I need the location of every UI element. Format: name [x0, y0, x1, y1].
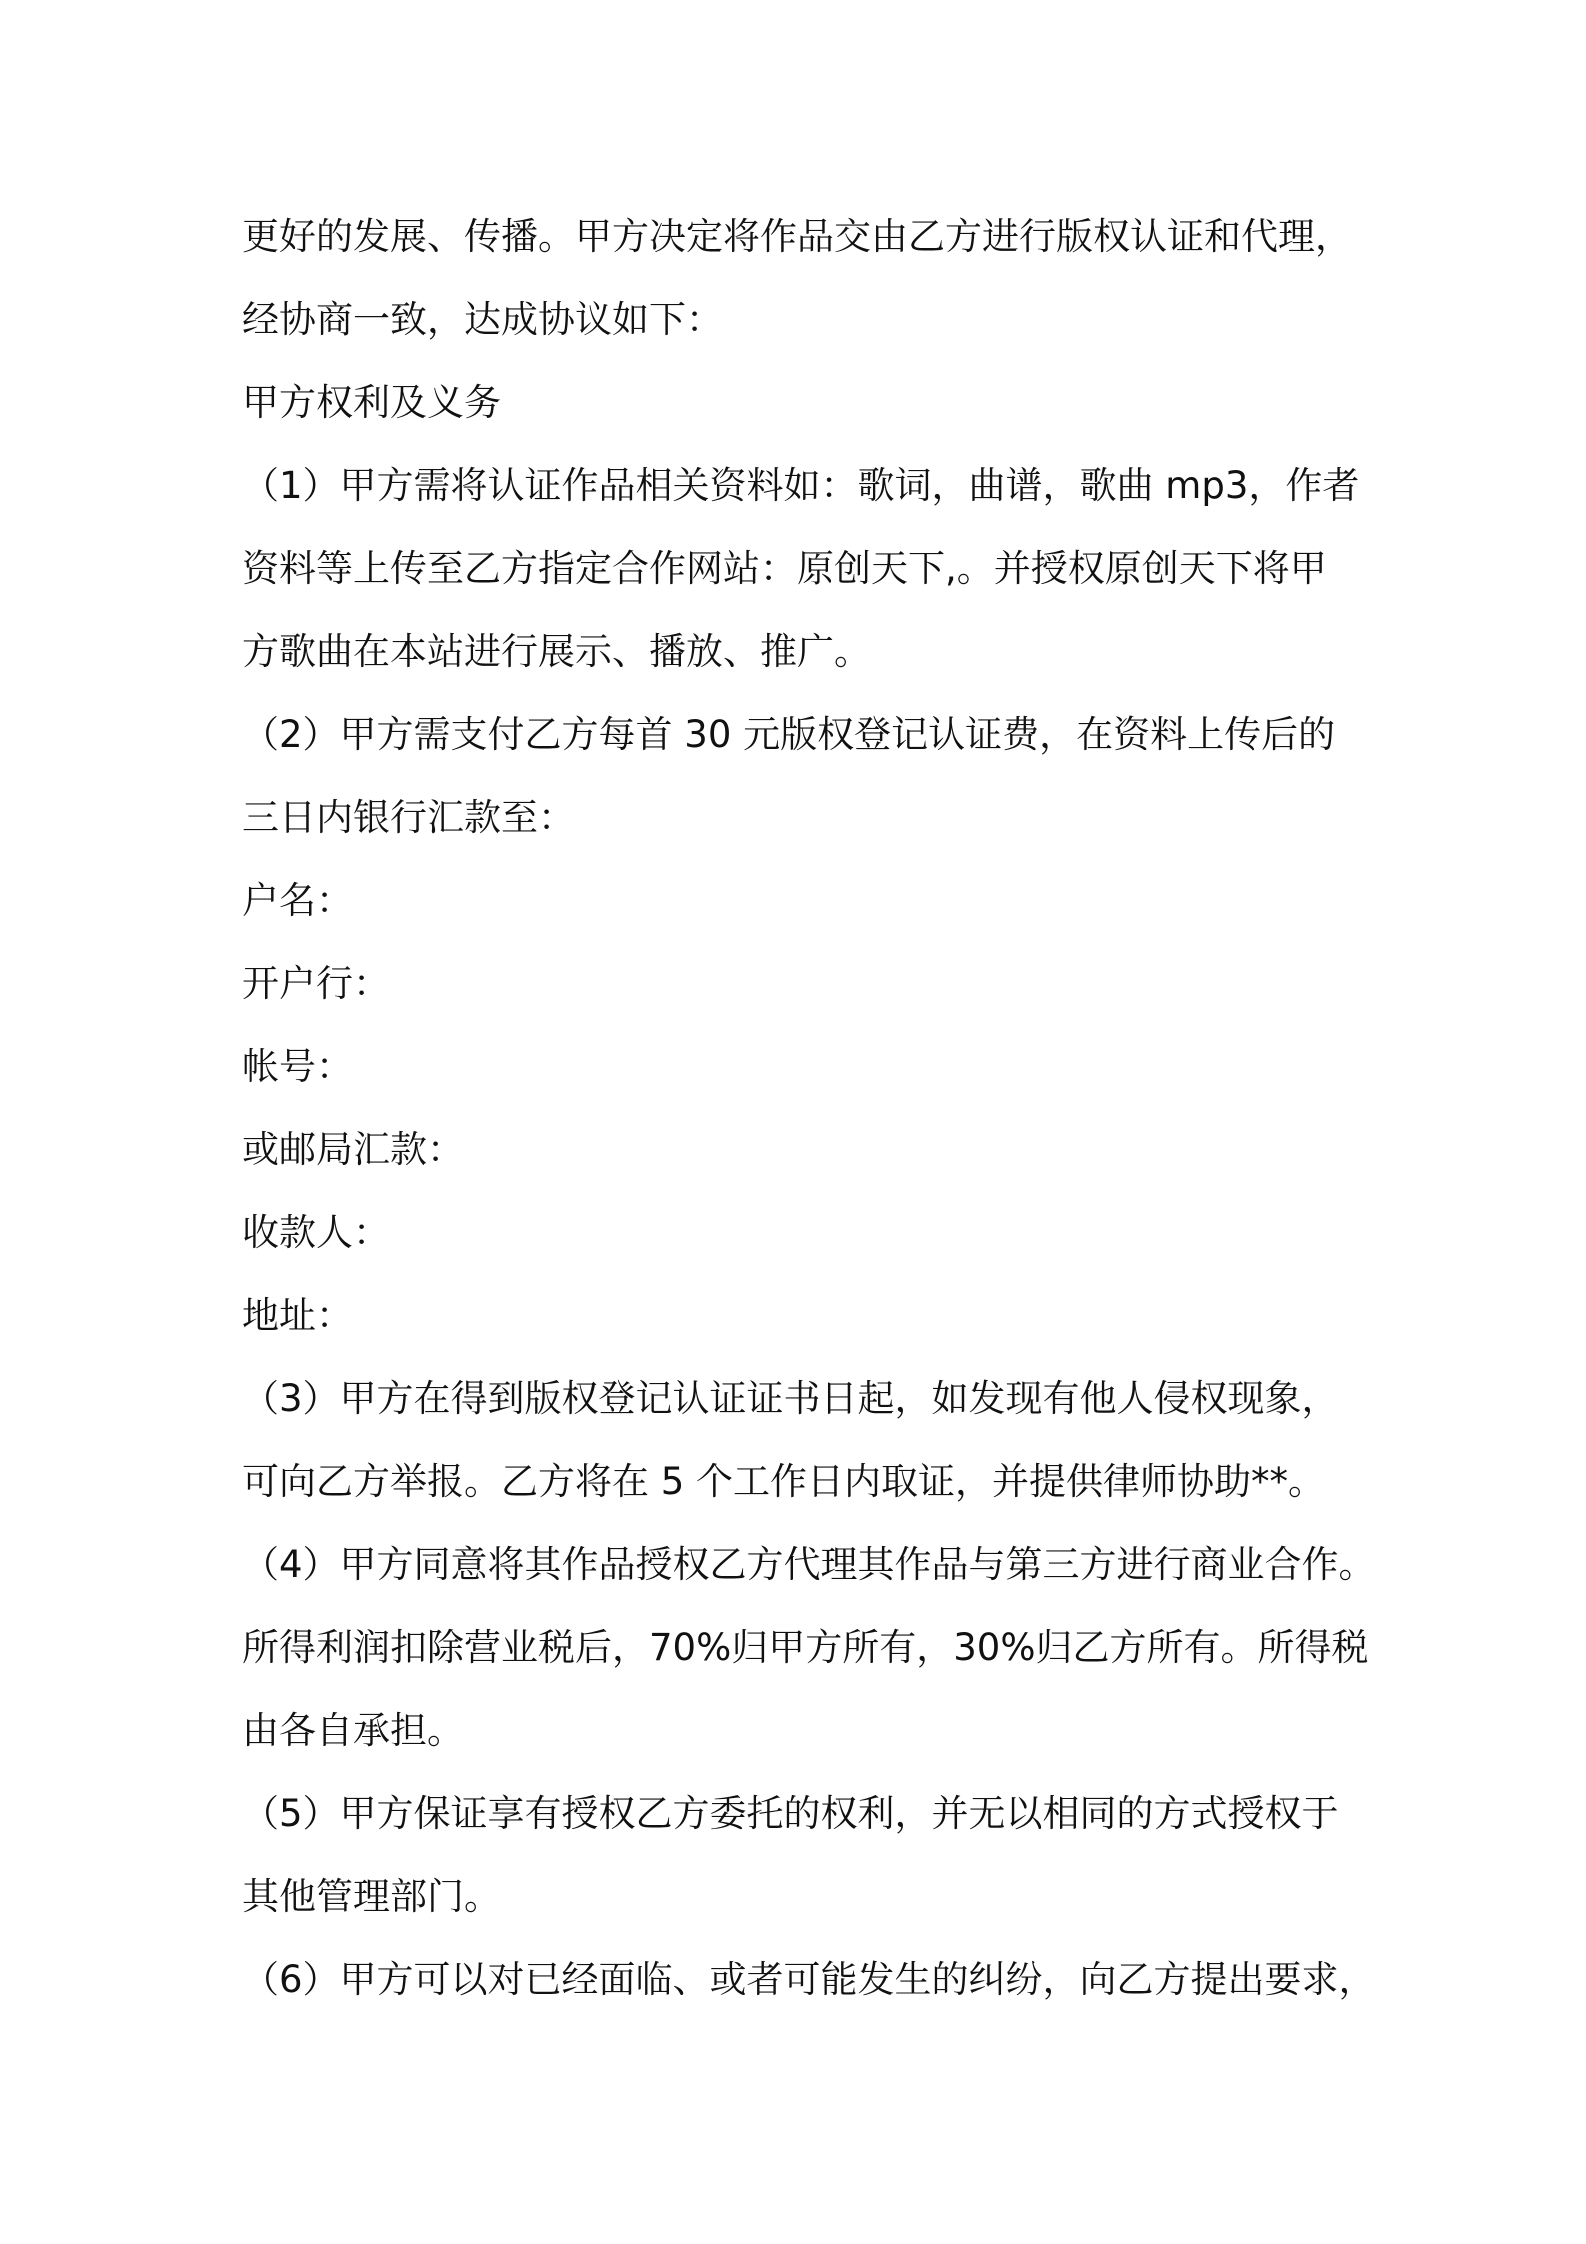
- clause-4-line: 所得利润扣除营业税后，70%归甲方所有，30%归乙方所有。所得税: [242, 1626, 1369, 1669]
- clause-1-line: （1）甲方需将认证作品相关资料如：歌词，曲谱，歌曲 mp3，作者: [242, 464, 1360, 507]
- clause-3-line: （3）甲方在得到版权登记认证证书日起，如发现有他人侵权现象，: [242, 1377, 1339, 1420]
- clause-5-line: （5）甲方保证享有授权乙方委托的权利，并无以相同的方式授权于: [242, 1792, 1339, 1835]
- text-line: 经协商一致，达成协议如下：: [242, 298, 723, 341]
- section-heading: 甲方权利及义务: [242, 381, 501, 424]
- clause-4-line: 由各自承担。: [242, 1709, 464, 1752]
- text-line: 更好的发展、传播。甲方决定将作品交由乙方进行版权认证和代理，: [242, 215, 1352, 258]
- bank-field: 开户行：: [242, 962, 390, 1005]
- clause-2-line: （2）甲方需支付乙方每首 30 元版权登记认证费，在资料上传后的: [242, 713, 1336, 756]
- clause-6-line: （6）甲方可以对已经面临、或者可能发生的纠纷，向乙方提出要求，: [242, 1958, 1376, 2001]
- address-field: 地址：: [242, 1294, 353, 1337]
- clause-1-line: 资料等上传至乙方指定合作网站：原创天下,。并授权原创天下将甲: [242, 547, 1327, 590]
- clause-2-line: 三日内银行汇款至：: [242, 796, 575, 839]
- clause-1-line: 方歌曲在本站进行展示、播放、推广。: [242, 630, 871, 673]
- account-number-field: 帐号：: [242, 1045, 353, 1088]
- postal-remittance-field: 或邮局汇款：: [242, 1128, 464, 1171]
- document-body: [242, 195, 1376, 2021]
- clause-3-line: 可向乙方举报。乙方将在 5 个工作日内取证，并提供律师协助**。: [242, 1460, 1326, 1503]
- clause-4-line: （4）甲方同意将其作品授权乙方代理其作品与第三方进行商业合作。: [242, 1543, 1376, 1586]
- payee-field: 收款人：: [242, 1211, 390, 1254]
- account-name-field: 户名：: [242, 879, 353, 922]
- clause-5-line: 其他管理部门。: [242, 1875, 501, 1918]
